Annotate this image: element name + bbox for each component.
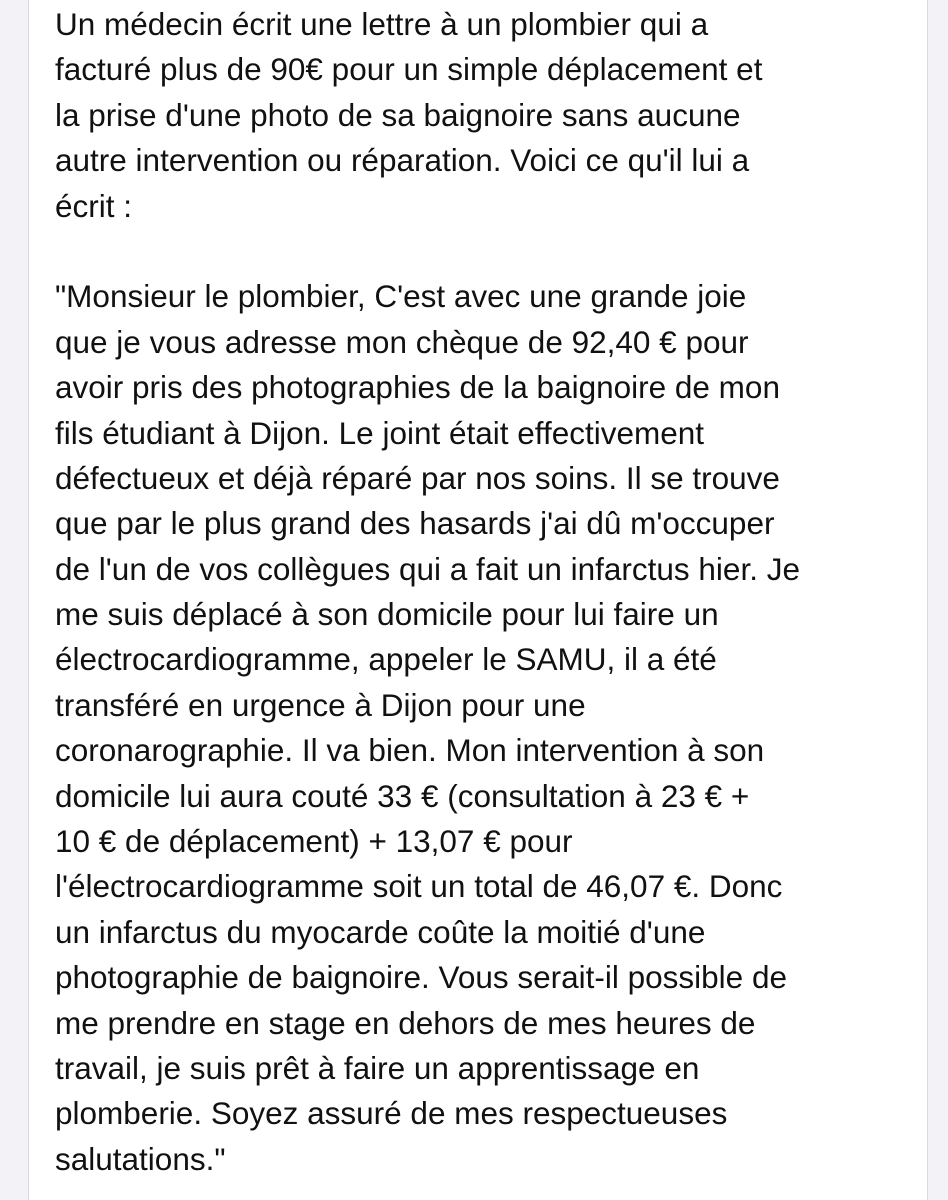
text-line: me suis déplacé à son domicile pour lui faire un	[55, 596, 719, 633]
post-text	[55, 2, 921, 1182]
text-line: facturé plus de 90€ pour un simple déplacement et	[55, 51, 763, 88]
paragraph-spacer	[55, 229, 921, 274]
text-line: photographie de baignoire. Vous serait-il possible de	[55, 959, 787, 996]
text-line: "Monsieur le plombier, C'est avec une grande joie	[55, 278, 747, 315]
text-line: la prise d'une photo de sa baignoire sans aucune	[55, 96, 741, 133]
text-line: que par le plus grand des hasards j'ai dû m'occuper	[55, 505, 775, 542]
text-line: fils étudiant à Dijon. Le joint était effectivement	[55, 414, 705, 451]
text-line: travail, je suis prêt à faire un apprentissage en	[55, 1049, 700, 1086]
text-line: défectueux et déjà réparé par nos soins. Il se trouve	[55, 459, 780, 496]
text-line: que je vous adresse mon chèque de 92,40 € pour	[55, 323, 749, 360]
text-line: me prendre en stage en dehors de mes heures de	[55, 1004, 756, 1041]
text-line: de l'un de vos collègues qui a fait un infarctus hier. Je	[55, 550, 800, 587]
text-line: Un médecin écrit une lettre à un plombier qui a	[55, 6, 709, 42]
text-line: écrit :	[55, 187, 133, 224]
text-line: transféré en urgence à Dijon pour une	[55, 686, 586, 723]
text-line: plomberie. Soyez assuré de mes respectueuses	[55, 1095, 728, 1132]
text-line: autre intervention ou réparation. Voici ce qu'il lui a	[55, 142, 750, 179]
letter-paragraph	[55, 274, 921, 1182]
text-line: l'électrocardiogramme soit un total de 46,07 €. Donc	[55, 868, 783, 905]
text-line: électrocardiogramme, appeler le SAMU, il a été	[55, 641, 717, 678]
text-line: domicile lui aura couté 33 € (consultation à 23 € +	[55, 777, 750, 814]
text-line: avoir pris des photographies de la baignoire de mon	[55, 369, 780, 406]
text-line: 10 € de déplacement) + 13,07 € pour	[55, 823, 573, 860]
text-line: salutations."	[55, 1140, 226, 1177]
text-line: un infarctus du myocarde coûte la moitié d'une	[55, 913, 706, 950]
intro-paragraph	[55, 2, 921, 229]
text-line: coronarographie. Il va bien. Mon intervention à son	[55, 732, 765, 769]
post-card	[28, 0, 928, 1200]
